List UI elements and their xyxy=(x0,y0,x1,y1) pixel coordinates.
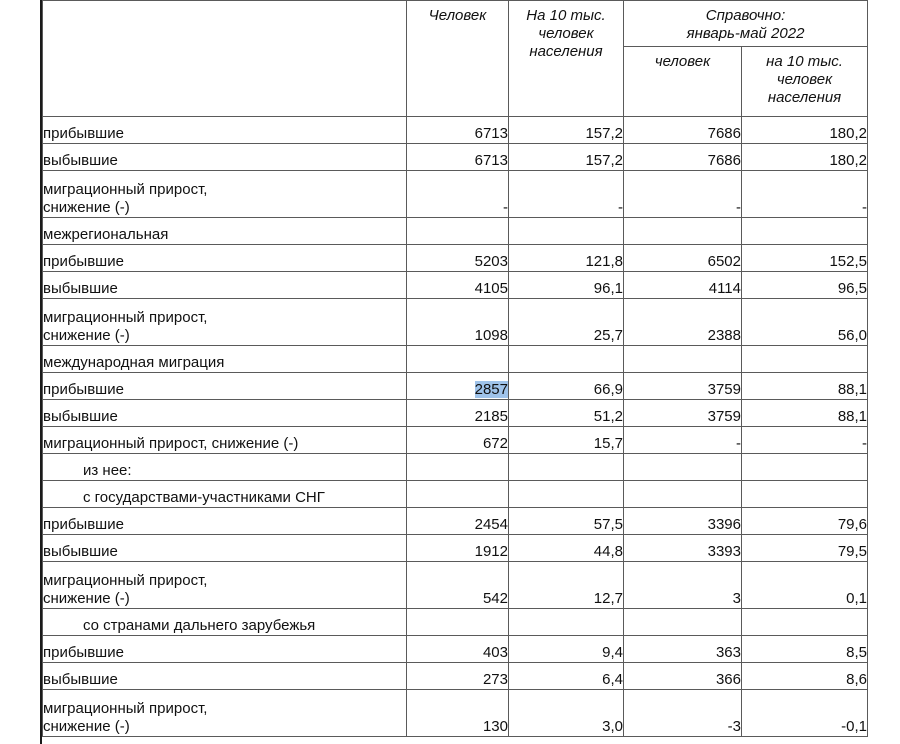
row-label: миграционный прирост, снижение (-) xyxy=(43,299,407,346)
cell-ref-persons xyxy=(624,454,742,481)
cell-ref-persons: - xyxy=(624,171,742,218)
table-row xyxy=(43,508,868,535)
cell-ref-persons: 3759 xyxy=(624,373,742,400)
header-ref-per10k: на 10 тыс. человек населения xyxy=(742,47,868,117)
cell-persons: 4105 xyxy=(407,272,509,299)
cell-persons: 403 xyxy=(407,636,509,663)
table-row xyxy=(43,144,868,171)
cell-persons: 273 xyxy=(407,663,509,690)
row-label: миграционный прирост, снижение (-) xyxy=(43,427,407,454)
table-row xyxy=(43,373,868,400)
cell-persons: 1912 xyxy=(407,535,509,562)
cell-persons xyxy=(407,346,509,373)
cell-per10k: 9,4 xyxy=(509,636,624,663)
cell-ref-per10k: 79,6 xyxy=(742,508,868,535)
cell-ref-per10k: 8,6 xyxy=(742,663,868,690)
row-label: выбывшие xyxy=(43,272,407,299)
row-label: прибывшие xyxy=(43,117,407,144)
cell-per10k: 6,4 xyxy=(509,663,624,690)
cell-ref-persons: 7686 xyxy=(624,117,742,144)
row-label: миграционный прирост, снижение (-) xyxy=(43,171,407,218)
cell-ref-persons: 3393 xyxy=(624,535,742,562)
row-label: со странами дальнего зарубежья xyxy=(43,609,407,636)
cell-ref-per10k xyxy=(742,481,868,508)
table-row xyxy=(43,481,868,508)
cell-persons: - xyxy=(407,171,509,218)
table-row xyxy=(43,400,868,427)
migration-table xyxy=(42,0,868,737)
cell-per10k: 51,2 xyxy=(509,400,624,427)
cell-ref-persons: 7686 xyxy=(624,144,742,171)
header-persons: Человек xyxy=(407,1,509,117)
row-label: прибывшие xyxy=(43,245,407,272)
cell-persons: 5203 xyxy=(407,245,509,272)
cell-per10k: 44,8 xyxy=(509,535,624,562)
row-label: межрегиональная xyxy=(43,218,407,245)
cell-ref-per10k xyxy=(742,346,868,373)
cell-persons xyxy=(407,218,509,245)
table-row xyxy=(43,427,868,454)
row-label: международная миграция xyxy=(43,346,407,373)
cell-ref-persons: - xyxy=(624,427,742,454)
cell-ref-per10k: 56,0 xyxy=(742,299,868,346)
row-label: миграционный прирост, снижение (-) xyxy=(43,690,407,737)
cell-ref-persons: 3 xyxy=(624,562,742,609)
cell-per10k: - xyxy=(509,171,624,218)
table-row xyxy=(43,299,868,346)
cell-ref-per10k: - xyxy=(742,171,868,218)
header-per10k: На 10 тыс. человек населения xyxy=(509,1,624,117)
cell-per10k xyxy=(509,481,624,508)
table-row xyxy=(43,171,868,218)
cell-persons: 2454 xyxy=(407,508,509,535)
cell-ref-per10k: 79,5 xyxy=(742,535,868,562)
cell-persons: 2185 xyxy=(407,400,509,427)
cell-per10k xyxy=(509,346,624,373)
row-label: с государствами-участниками СНГ xyxy=(43,481,407,508)
cell-per10k xyxy=(509,218,624,245)
table-row xyxy=(43,245,868,272)
cell-ref-persons: 3396 xyxy=(624,508,742,535)
table-row xyxy=(43,562,868,609)
cell-ref-persons: 2388 xyxy=(624,299,742,346)
cell-ref-per10k xyxy=(742,609,868,636)
cell-ref-persons xyxy=(624,609,742,636)
selected-number[interactable]: 2857 xyxy=(474,381,508,398)
cell-persons: 6713 xyxy=(407,144,509,171)
row-label: прибывшие xyxy=(43,636,407,663)
cell-per10k: 57,5 xyxy=(509,508,624,535)
cell-per10k: 66,9 xyxy=(509,373,624,400)
cell-ref-per10k: 152,5 xyxy=(742,245,868,272)
header-blank xyxy=(43,1,407,117)
table-row xyxy=(43,346,868,373)
row-label: прибывшие xyxy=(43,373,407,400)
header-ref-persons: человек xyxy=(624,47,742,117)
row-label: выбывшие xyxy=(43,535,407,562)
cell-ref-persons: 366 xyxy=(624,663,742,690)
cell-persons xyxy=(407,609,509,636)
cell-ref-persons: 6502 xyxy=(624,245,742,272)
cell-per10k: 157,2 xyxy=(509,144,624,171)
row-label: выбывшие xyxy=(43,400,407,427)
cell-per10k: 15,7 xyxy=(509,427,624,454)
cell-per10k: 25,7 xyxy=(509,299,624,346)
cell-per10k xyxy=(509,454,624,481)
cell-ref-per10k xyxy=(742,454,868,481)
table-row xyxy=(43,636,868,663)
row-label: выбывшие xyxy=(43,144,407,171)
row-label: выбывшие xyxy=(43,663,407,690)
cell-ref-persons xyxy=(624,218,742,245)
cell-persons xyxy=(407,481,509,508)
header-reference: Справочно: январь-май 2022 xyxy=(624,1,868,47)
cell-ref-persons: 4114 xyxy=(624,272,742,299)
cell-ref-per10k: 0,1 xyxy=(742,562,868,609)
cell-persons xyxy=(407,454,509,481)
cell-per10k: 157,2 xyxy=(509,117,624,144)
cell-persons: 1098 xyxy=(407,299,509,346)
cell-ref-per10k: - xyxy=(742,427,868,454)
cell-ref-persons: 363 xyxy=(624,636,742,663)
cell-ref-per10k: -0,1 xyxy=(742,690,868,737)
row-label: прибывшие xyxy=(43,508,407,535)
cell-persons: 672 xyxy=(407,427,509,454)
cell-ref-per10k: 88,1 xyxy=(742,373,868,400)
row-label: из нее: xyxy=(43,454,407,481)
cell-ref-per10k xyxy=(742,218,868,245)
cell-ref-per10k: 8,5 xyxy=(742,636,868,663)
table-row xyxy=(43,663,868,690)
table-row xyxy=(43,454,868,481)
cell-ref-persons: 3759 xyxy=(624,400,742,427)
cell-per10k: 96,1 xyxy=(509,272,624,299)
cell-persons: 6713 xyxy=(407,117,509,144)
cell-per10k: 121,8 xyxy=(509,245,624,272)
cell-ref-per10k: 180,2 xyxy=(742,144,868,171)
cell-per10k xyxy=(509,609,624,636)
cell-ref-per10k: 88,1 xyxy=(742,400,868,427)
table-row xyxy=(43,117,868,144)
table-row xyxy=(43,535,868,562)
cell-ref-per10k: 180,2 xyxy=(742,117,868,144)
table-row xyxy=(43,218,868,245)
row-label: миграционный прирост, снижение (-) xyxy=(43,562,407,609)
cell-persons: 130 xyxy=(407,690,509,737)
cell-ref-per10k: 96,5 xyxy=(742,272,868,299)
cell-ref-persons xyxy=(624,346,742,373)
cell-ref-persons: -3 xyxy=(624,690,742,737)
table-row xyxy=(43,609,868,636)
cell-ref-persons xyxy=(624,481,742,508)
cell-persons xyxy=(407,373,509,400)
cell-persons: 542 xyxy=(407,562,509,609)
cell-per10k: 12,7 xyxy=(509,562,624,609)
table-row xyxy=(43,690,868,737)
table-row xyxy=(43,272,868,299)
cell-per10k: 3,0 xyxy=(509,690,624,737)
